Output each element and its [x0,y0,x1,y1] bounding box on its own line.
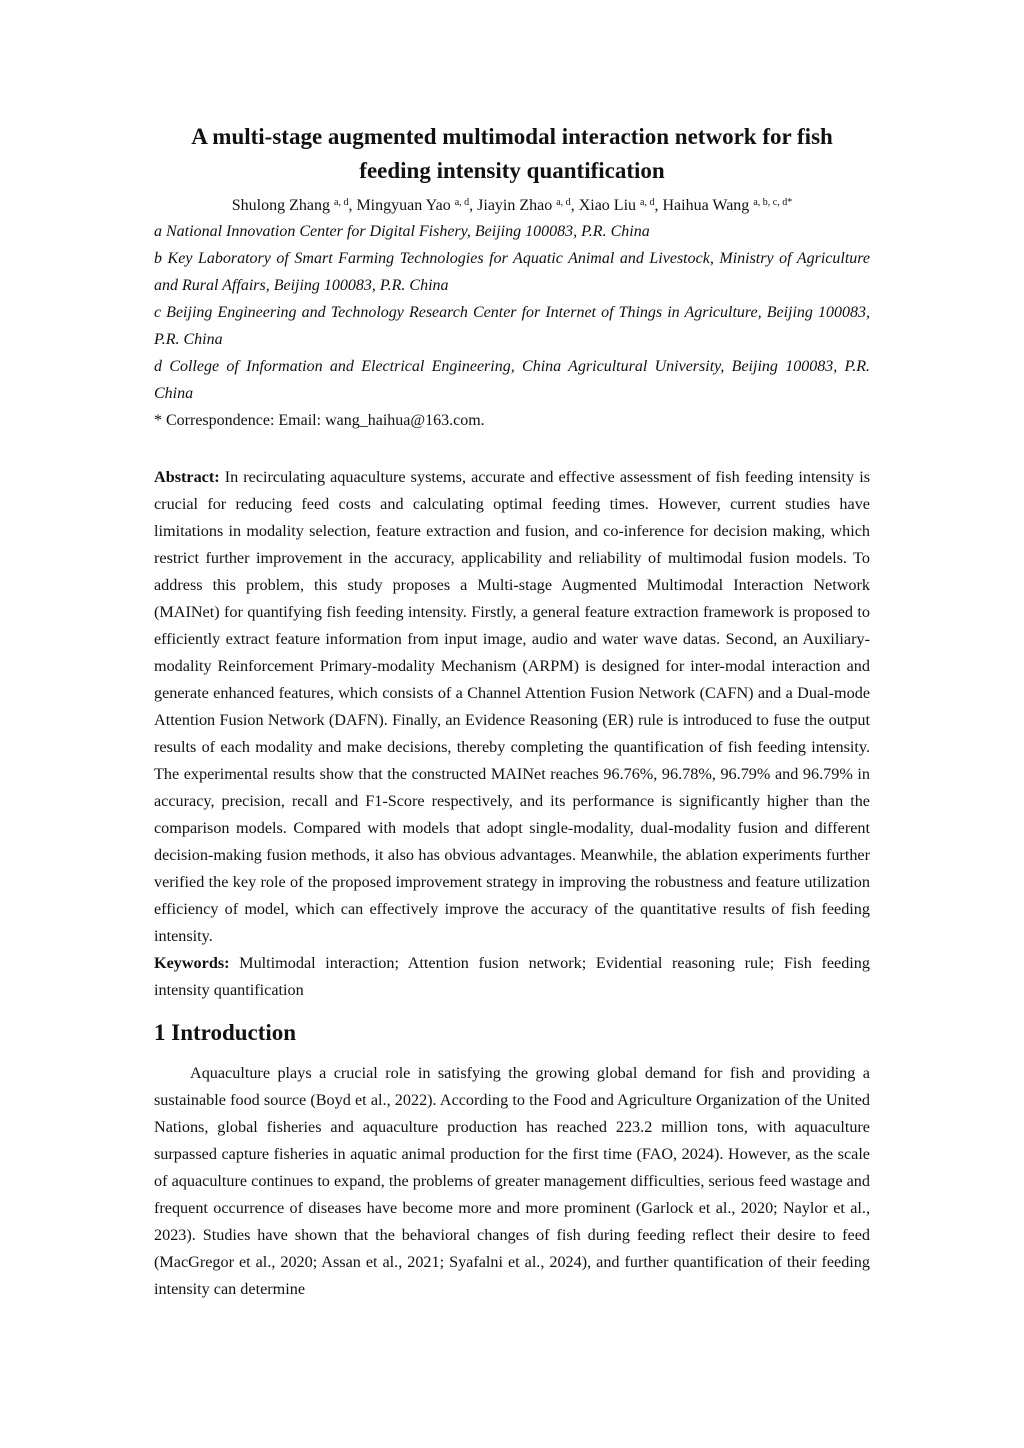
author-list [154,194,870,218]
paper-page [154,120,870,1303]
author-separator: , [469,197,478,214]
author-name: Shulong Zhang [231,197,330,214]
keywords-text: Multimodal interaction; Attention fusion network; Evidential reasoning rule; Fish feeding intensity quantification [154,954,870,999]
affiliation-a: a National Innovation Center for Digital Fishery, Beijing 100083, P.R. China [154,223,650,240]
author-name: Haihua Wang [662,197,750,214]
keywords [154,950,870,1004]
author [232,197,357,214]
author-affiliation-marks: a, d [640,197,655,208]
author [356,197,477,214]
author-separator: , [570,197,579,214]
author [477,197,579,214]
title-line-2: feeding intensity quantification [359,158,665,183]
abstract [154,464,870,950]
section-heading-introduction: 1 Introduction [154,1020,297,1045]
keywords-label: Keywords: [154,954,230,972]
correspondence-line: * Correspondence: Email: wang_haihua@163.com. [154,412,485,429]
abstract-text: In recirculating aquaculture systems, accurate and effective assessment of fish feeding intensity is crucial for reducing feed costs and calculating optimal feeding times. However, current studies have limitations in modality selection, feature extraction and fusion, and co-inference for decision making, which restrict further improvement in the accuracy, applicability and reliability of multimodal fusion models. To address this problem, this study proposes a Multi-stage Augmented Multimodal Interaction Network (MAINet) for quantifying fish feeding intensity. Firstly, a general feature extraction framework is proposed to efficiently extract feature information from input image, audio and water wave datas. Second, an Auxiliary-modality Reinforcement Primary-modality Mechanism (ARPM) is designed for inter-modal interaction and generate enhanced features, which consists of a Channel Attention Fusion Network (CAFN) and a Dual-mode Attention Fusion Network (DAFN). Finally, an Evidence Reasoning (ER) rule is introduced to fuse the output results of each modality and make decisions, thereby completing the quantification of fish feeding intensity. The experimental results show that the constructed MAINet reaches 96.76%, 96.78%, 96.79% and 96.79% in accuracy, precision, recall and F1-Score respectively, and its performance is significantly higher than the comparison models. Compared with models that adopt single-modality, dual-modality fusion and different decision-making fusion methods, it also has obvious advantages. Meanwhile, the ablation experiments further verified the key role of the proposed improvement strategy in improving the robustness and feature utilization efficiency of model, which can effectively improve the accuracy of the quantitative results of fish feeding intensity. [154,468,870,945]
author-separator: , [348,197,357,214]
author-affiliation-marks: a, d [556,197,571,208]
abstract-label: Abstract: [154,468,220,486]
introduction-paragraph: Aquaculture plays a crucial role in satisfying the growing global demand for fish and providing a sustainable food source (Boyd et al., 2022). According to the Food and Agriculture Organization of the United Nations, global fisheries and aquaculture production has reached 223.2 million tons, with aquaculture surpassed capture fisheries in aquatic animal production for the first time (FAO, 2024). However, as the scale of aquaculture continues to expand, the problems of greater management difficulties, serious feed wastage and frequent occurrence of diseases have become more and more prominent (Garlock et al., 2020; Naylor et al., 2023). Studies have shown that the behavioral changes of fish during feeding reflect their desire to feed (MacGregor et al., 2020; Assan et al., 2021; Syafalni et al., 2024), and further quantification of their feeding intensity can determine [154,1064,870,1298]
author-affiliation-marks: a, b, c, d* [753,197,793,208]
author [662,197,792,214]
author-affiliation-marks: a, d [454,197,470,208]
author [579,197,663,214]
paper-title [154,120,870,188]
author-name: Xiao Liu [578,197,637,214]
author-name: Mingyuan Yao [356,197,451,214]
author-affiliation-marks: a, d [334,197,349,208]
affiliation-d: d College of Information and Electrical Engineering, China Agricultural University, Beijing 100083, P.R. China [154,358,870,402]
author-separator: , [654,197,663,214]
affiliation-b: b Key Laboratory of Smart Farming Technologies for Aquatic Animal and Livestock, Ministry of Agriculture and Rural Affairs, Beijing 100083, P.R. China [154,250,870,294]
affiliation-list [154,218,870,407]
title-line-1: A multi-stage augmented multimodal interaction network for fish [191,124,833,149]
author-name: Jiayin Zhao [477,197,553,214]
affiliation-c: c Beijing Engineering and Technology Research Center for Internet of Things in Agriculture, Beijing 100083, P.R. China [154,304,870,348]
